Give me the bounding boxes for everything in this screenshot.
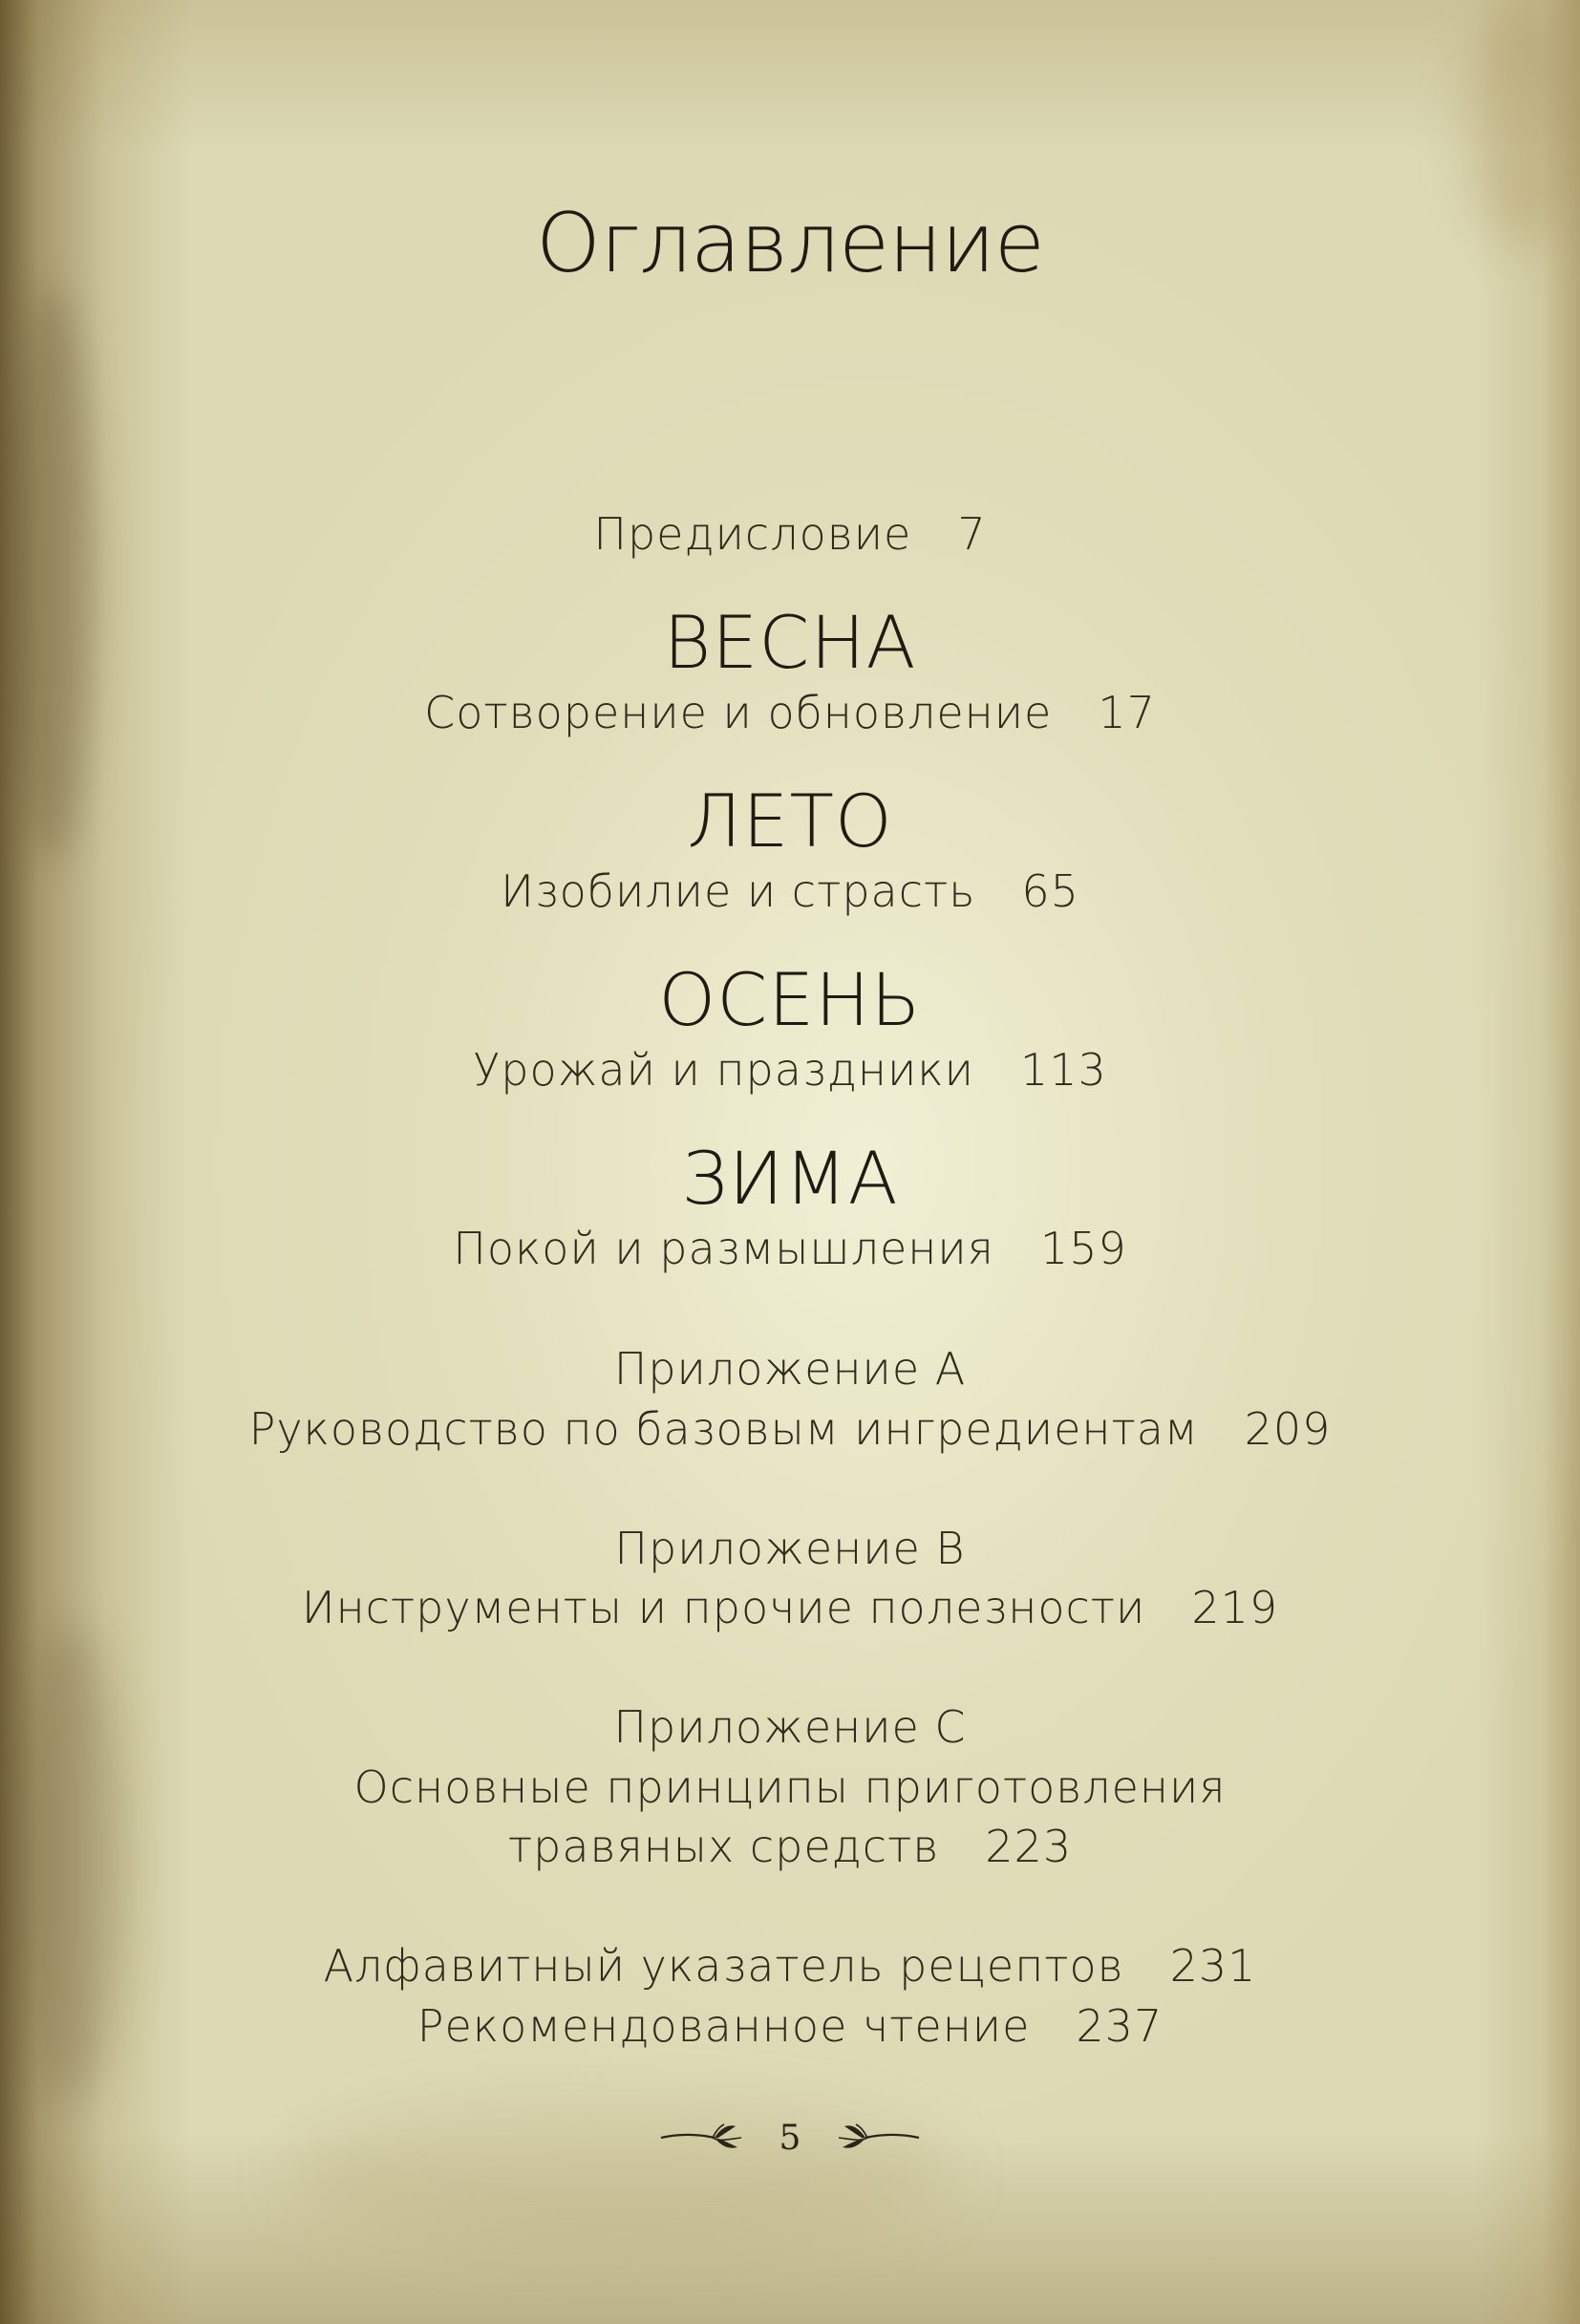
section-heading-autumn: ОСЕНЬ bbox=[658, 957, 922, 1042]
appendix-b-heading: Приложение В bbox=[614, 1523, 966, 1574]
toc-entry-summer[interactable] bbox=[0, 862, 1580, 921]
entry-page: 237 bbox=[1076, 2000, 1164, 2052]
appendix-a-heading: Приложение А bbox=[613, 1343, 967, 1395]
entry-label: Изобилие и страсть bbox=[501, 865, 976, 917]
toc-entry-appendix-b[interactable] bbox=[0, 1578, 1580, 1637]
entry-label: Рекомендованное чтение bbox=[416, 2000, 1031, 2052]
entry-page: 159 bbox=[1039, 1223, 1127, 1274]
toc-entry-foreword[interactable] bbox=[0, 504, 1580, 564]
entry-page: 7 bbox=[957, 508, 987, 560]
toc-entry-appendix-c-line2[interactable] bbox=[0, 1817, 1580, 1876]
flourish-left-icon bbox=[659, 2121, 745, 2157]
entry-label: Алфавитный указатель рецептов bbox=[323, 1940, 1124, 1992]
toc-entry-winter[interactable] bbox=[0, 1219, 1580, 1278]
appendix-c-heading: Приложение С bbox=[613, 1701, 967, 1753]
entry-page: 65 bbox=[1021, 865, 1079, 917]
flourish-right-icon bbox=[835, 2121, 921, 2157]
toc-entry-recipe-index[interactable] bbox=[0, 1936, 1580, 1995]
page-footer bbox=[0, 2119, 1580, 2158]
entry-label: травяных средств bbox=[507, 1821, 940, 1872]
entry-page: 219 bbox=[1191, 1582, 1279, 1633]
entry-page: 209 bbox=[1244, 1403, 1332, 1455]
toc-entry-spring[interactable] bbox=[0, 683, 1580, 742]
toc-entry-recommended-reading[interactable] bbox=[0, 1996, 1580, 2056]
entry-label: Инструменты и прочие полезности bbox=[301, 1582, 1146, 1633]
entry-label: Руководство по базовым ингредиентам bbox=[248, 1403, 1199, 1455]
section-heading-spring: ВЕСНА bbox=[663, 600, 917, 685]
section-heading-summer: ЛЕТО bbox=[687, 778, 893, 864]
entry-label: Сотворение и обновление bbox=[424, 687, 1053, 738]
page-title: Оглавление bbox=[536, 196, 1044, 291]
entry-page: 17 bbox=[1098, 687, 1156, 738]
toc-entry-appendix-a[interactable] bbox=[0, 1399, 1580, 1459]
toc-entry-autumn[interactable] bbox=[0, 1040, 1580, 1099]
entry-label: Покой и размышления bbox=[453, 1223, 994, 1274]
entry-label: Предисловие bbox=[593, 508, 912, 560]
paper-stain bbox=[10, 287, 96, 860]
section-heading-winter: ЗИМА bbox=[681, 1136, 899, 1221]
entry-page: 113 bbox=[1019, 1044, 1107, 1096]
entry-page: 223 bbox=[985, 1821, 1073, 1872]
toc-entry-appendix-c-line1[interactable]: Основные принципы приготовления bbox=[353, 1761, 1227, 1813]
entry-page: 231 bbox=[1169, 1940, 1257, 1992]
entry-label: Урожай и праздники bbox=[473, 1044, 974, 1096]
page-number: 5 bbox=[779, 2119, 801, 2158]
